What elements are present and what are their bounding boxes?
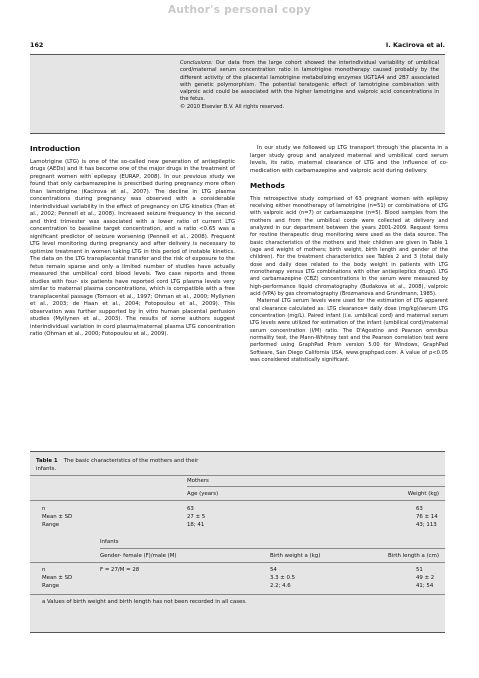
- table-caption-text: The basic characteristics of the mothers and their infants.: [36, 458, 199, 472]
- mothers-header: Mothers: [187, 478, 209, 484]
- infants-header-row: [30, 538, 445, 546]
- mothers-col-header-row: [30, 490, 445, 498]
- weight-col-header: Weight (kg): [407, 491, 439, 497]
- table-row: [30, 582, 445, 590]
- table-row: [30, 574, 445, 582]
- infants-col-header-row: [30, 552, 445, 560]
- gender-col-header: Gender- female (F)/male (M): [100, 553, 177, 559]
- table-bottom-rule: [30, 594, 445, 595]
- age-col-header: Age (years): [187, 491, 219, 497]
- table-row: [30, 521, 445, 529]
- table-row: [30, 566, 445, 574]
- cell: 63: [187, 506, 194, 512]
- running-authors: I. Kacirova et al.: [385, 41, 445, 49]
- row-label: Mean ± SD: [42, 575, 73, 581]
- birth-length-col-header: Birth length a (cm): [388, 553, 439, 559]
- infants-rule: [100, 548, 445, 549]
- abstract-conclusions: [180, 60, 439, 111]
- cell: 18; 41: [187, 522, 205, 528]
- introduction-column: [30, 145, 235, 339]
- cell: 43; 113: [416, 522, 437, 528]
- introduction-paragraph-2: In our study we followed up LTG transport through the placenta in a larger study group and analyzed maternal and umbilical cord serum levels, its ratio, maternal clearance of LTG and the influence of co-medication with carbamazepine and valproic acid during delivery.: [250, 145, 448, 174]
- table-row: [30, 505, 445, 513]
- mothers-header-row: [30, 477, 445, 485]
- cell: F = 27/M = 28: [100, 567, 140, 573]
- table-footnote: a Values of birth weight and birth length has not been recorded in all cases.: [42, 599, 247, 605]
- birth-weight-col-header: Birth weight a (kg): [270, 553, 321, 559]
- watermark: Author's personal copy: [167, 4, 312, 16]
- table-label: Table 1: [36, 458, 58, 464]
- row-label: Range: [42, 522, 60, 528]
- conclusions-label: Conclusions:: [180, 60, 213, 66]
- table-row: [30, 513, 445, 521]
- mothers-rule: [187, 486, 445, 487]
- row-label: n: [42, 567, 46, 573]
- row-label: n: [42, 506, 46, 512]
- cell: 2.2; 4.6: [270, 583, 291, 589]
- mothers-header-bottom-rule: [30, 500, 445, 501]
- table-1: [30, 451, 445, 633]
- cell: 41; 54: [416, 583, 434, 589]
- page-number: 162: [30, 41, 44, 49]
- methods-paragraph-1: This retrospective study comprised of 63 pregnant women with epilepsy receiving either monotherapy of lamotrigine (n=51) or combinations of LTG with valproic acid (n=7) or carbamazepine (n=5). Blood samples from the mothers and from the umbilical cords were collected at delivery and analyzed in our department between the years 2001-2009. Request forms for routine therapeutic drug monitoring were used as the data source. The basic characteristics of the mothers and their children are given in Table 1 (age and weight of mothers; birth weight, birth length and gender of the children). For the treatment characteristics see Tables 2 and 3 (total daily dose and daily dose related to the body weight in patients with LTG monotherapy versus LTG combinations with other antiepileptics drugs). LTG and carbamazepine (CBZ) concentrations in the serum were measured by high-performance liquid chromatography (Budakova et al., 2008), valproic acid (VPA) by gas chromatography (Brozmanova and Grundmann, 1985).: [250, 195, 448, 297]
- cell: 76 ± 14: [416, 514, 438, 520]
- introduction-paragraph-1: Lamotrigine (LTG) is one of the so-called new generation of antiepileptic drugs (AEDs) and it has become one of the major drugs in the treatment of pregnant women with epilepsy (EURAP, 2008). In our previous study we found that only carbamazepine is prescribed during pregnancy more often than lamotrigine (Kacirova et al., 2007). The decline in LTG plasma concentrations during pregnancy was observed with a considerable interindividual variability in the effect of pregnancy on LTG kinetics (Tran et al., 2002; Pennell et al., 2008). Increased seizure frequency in the second and third trimester was associated with a lower ratio of current LTG concentration to baseline target concentration, and a ratio <0.65 was a significant predictor of seizure worsening (Pennell et al., 2008). Frequent LTG level monitoring during pregnancy and after delivery is necessary to optimize treatment in women taking LTG in this period of instable kinetics. The data on the LTG transplacental transfer and the risk of exposure to the fetus remain sparse and only a limited number of studies have actually measured the umbilical cord blood levels. Two case reports and three studies with four- six patients have reported cord LTG plasma levels very similar to maternal plasma concentrations, which is compatible with a free transplacental passage (Tomson et al., 1997; Ohman et al., 2000; Myllynen et al., 2003; de Haan et al., 2004; Fotopoulou et al., 2009). This observation was further supported by in vitro human placental perfusion studies (Myllynen et al., 2003). The results of some authors suggest interindividual variation in cord plasma/maternal plasma LTG concentration ratio (Ohman et al., 2000; Fotopoulou et al., 2009).: [30, 158, 235, 337]
- row-label: Range: [42, 583, 60, 589]
- running-head: [30, 41, 445, 49]
- methods-paragraph-2: Maternal LTG serum levels were used for the estimation of LTG apparent oral clearance calculated as: LTG clearance= daily dose (mg/kg)/serum LTG concentration (mg/L). Paired infant (i.e. umbilical cord) and maternal serum LTG levels were utilized for estimation of the infant (umbilical cord)/maternal serum concentration (I/M) ratio. The D'Agostino and Pearson omnibus normality test, the Mann-Whitney test and the Pearson correlation test were performed using GraphPad Prism version 5.00 for Windows, GraphPad Software, San Diego California USA, www.graphpad.com. A value of p<0.05 was considered statistically significant.: [250, 298, 448, 364]
- row-label: Mean ± SD: [42, 514, 73, 520]
- infants-header: Infants: [100, 539, 119, 545]
- conclusions-text: Our data from the large cohort showed the interindividual variability of umbilical cord/maternal serum concentration ratio in lamotrigine monotherapy caused probably by the different activity of the placental lamotrigine metabolizing enzymes UGT1A4 and 2B7 associated with genetic polymorphism. The potential teratogenic effect of lamotrigine combination with valproic acid could be associated with the higher lamotrigine and valproic acid concentrations in the fetus.: [180, 60, 439, 103]
- cell: 51: [416, 567, 423, 573]
- cell: 3.3 ± 0.5: [270, 575, 296, 581]
- cell: 49 ± 2: [416, 575, 435, 581]
- methods-heading: Methods: [250, 181, 285, 190]
- methods-section: [250, 182, 448, 364]
- abstract-box: [30, 54, 445, 134]
- cell: 63: [416, 506, 423, 512]
- table-top-rule: [30, 475, 445, 476]
- copyright-line: © 2010 Elsevier B.V. All rights reserved.: [180, 103, 285, 110]
- introduction-heading: Introduction: [30, 144, 81, 153]
- cell: 27 ± 5: [187, 514, 206, 520]
- table-caption: [36, 458, 206, 473]
- infants-header-bottom-rule: [30, 562, 445, 563]
- cell: 54: [270, 567, 277, 573]
- right-column: [250, 145, 448, 364]
